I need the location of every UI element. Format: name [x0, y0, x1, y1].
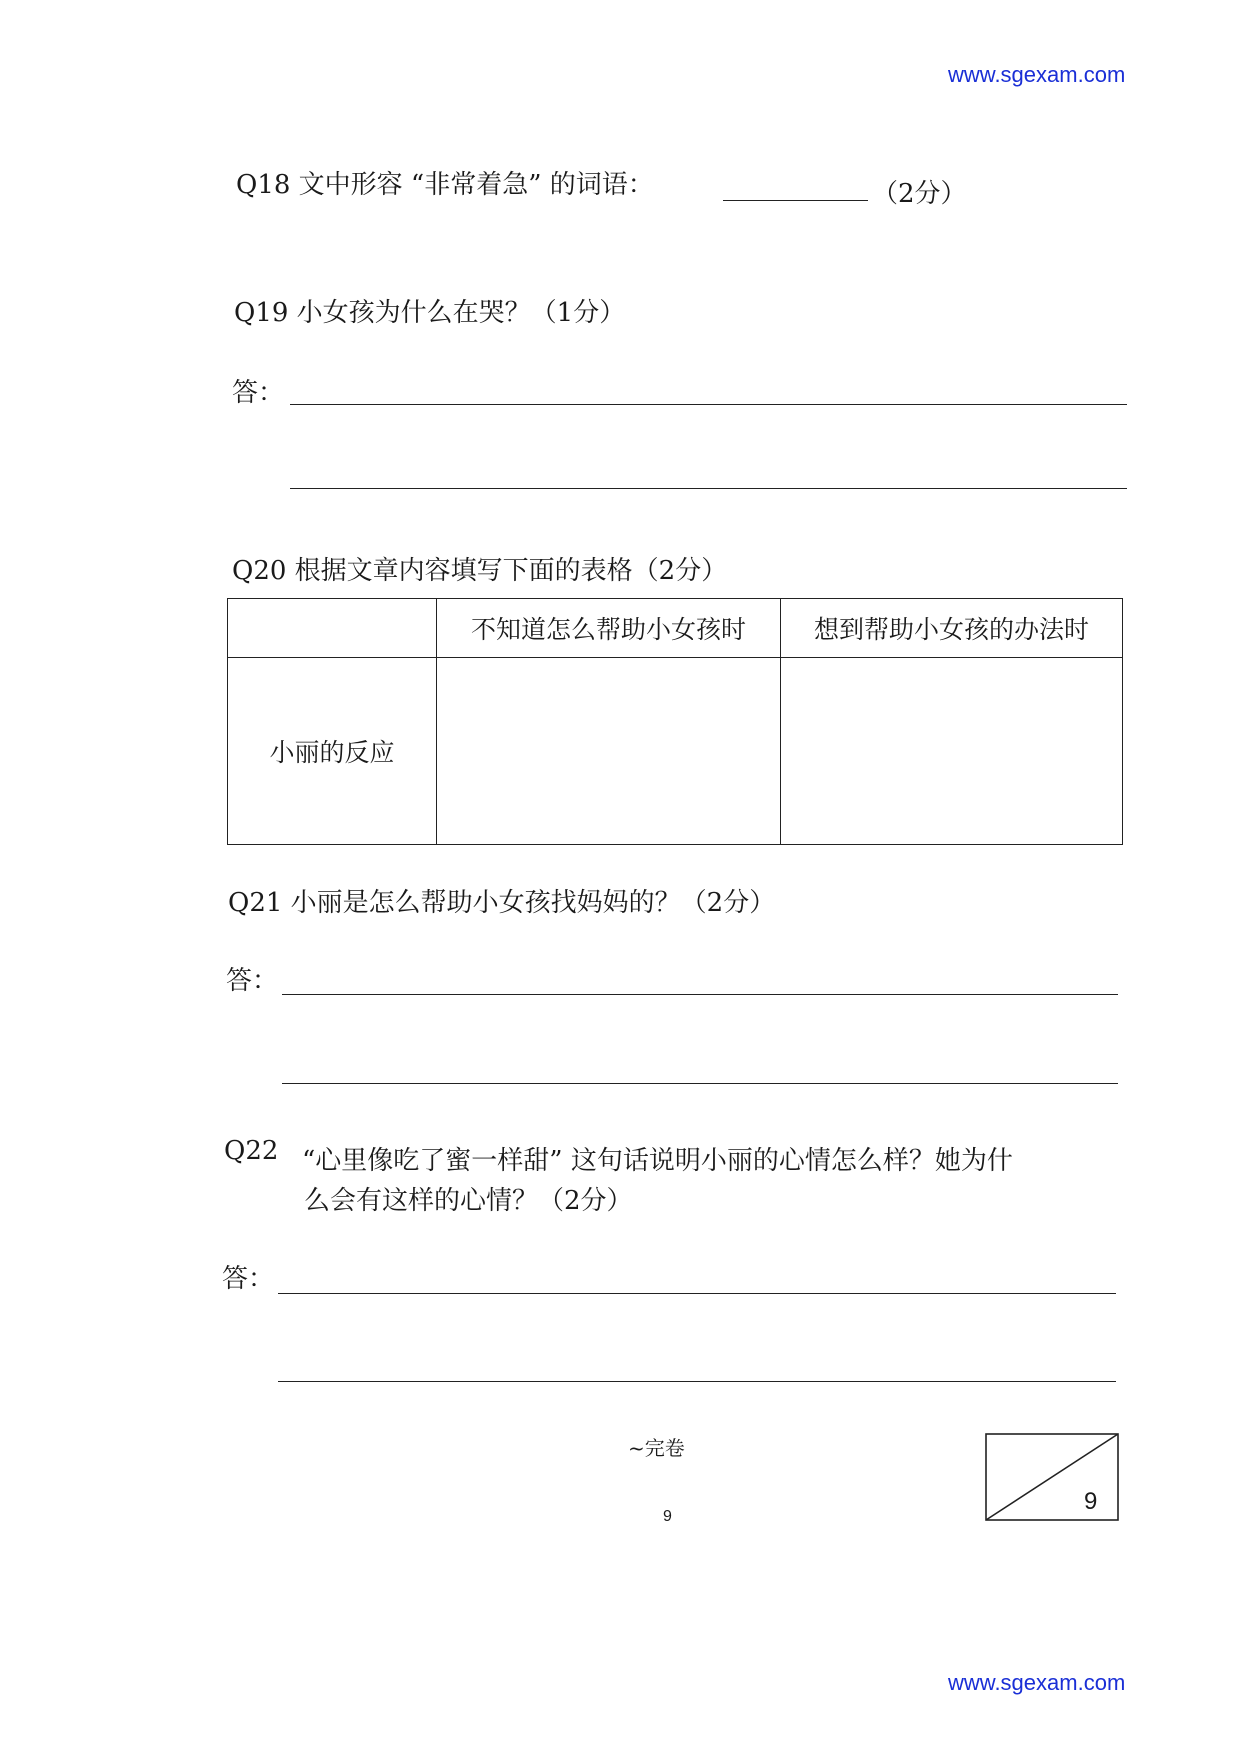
answer-cell-unsure[interactable] — [437, 658, 781, 845]
question-20: Q20 根据文章内容填写下面的表格（2分） — [232, 556, 728, 586]
q21-answer-line-1[interactable] — [282, 994, 1118, 995]
answer-cell-idea[interactable] — [781, 658, 1123, 845]
end-of-paper: ~完卷 — [628, 1436, 685, 1460]
question-22-number: Q22 — [224, 1136, 279, 1166]
question-22-line-1: “心里像吃了蜜一样甜” 这句话说明小丽的心情怎么样？她为什 — [302, 1146, 1013, 1176]
table-row — [228, 658, 1123, 845]
q19-answer-line-1[interactable] — [290, 404, 1127, 405]
q22-answer-line-2[interactable] — [278, 1381, 1116, 1382]
score-box — [985, 1433, 1119, 1521]
q22-answer-line-1[interactable] — [278, 1293, 1116, 1294]
table-header-row — [228, 599, 1123, 658]
question-21: Q21 小丽是怎么帮助小女孩找妈妈的？（2分） — [228, 888, 776, 918]
q20-table — [227, 598, 1123, 845]
watermark-bottom: www.sgexam.com — [948, 1670, 1126, 1695]
score-value: 9 — [1084, 1488, 1098, 1515]
question-19: Q19 小女孩为什么在哭？（1分） — [234, 298, 626, 328]
table-row-label: 小丽的反应 — [228, 658, 437, 845]
q21-answer-label: 答： — [226, 966, 279, 996]
table-header-unsure: 不知道怎么帮助小女孩时 — [437, 599, 781, 658]
question-18: Q18 文中形容 “非常着急” 的词语： — [236, 170, 654, 200]
q21-answer-line-2[interactable] — [282, 1083, 1118, 1084]
q19-answer-line-2[interactable] — [290, 488, 1127, 489]
question-22-line-2: 么会有这样的心情？（2分） — [304, 1186, 633, 1216]
question-18-marks: （2分） — [872, 179, 967, 209]
q19-answer-label: 答： — [232, 378, 285, 408]
q18-answer-line[interactable] — [723, 200, 868, 201]
watermark-top: www.sgexam.com — [948, 62, 1126, 87]
table-header-empty — [228, 599, 437, 658]
table-header-idea: 想到帮助小女孩的办法时 — [781, 599, 1123, 658]
page-number: 9 — [663, 1508, 672, 1525]
q22-answer-label: 答： — [222, 1264, 275, 1294]
